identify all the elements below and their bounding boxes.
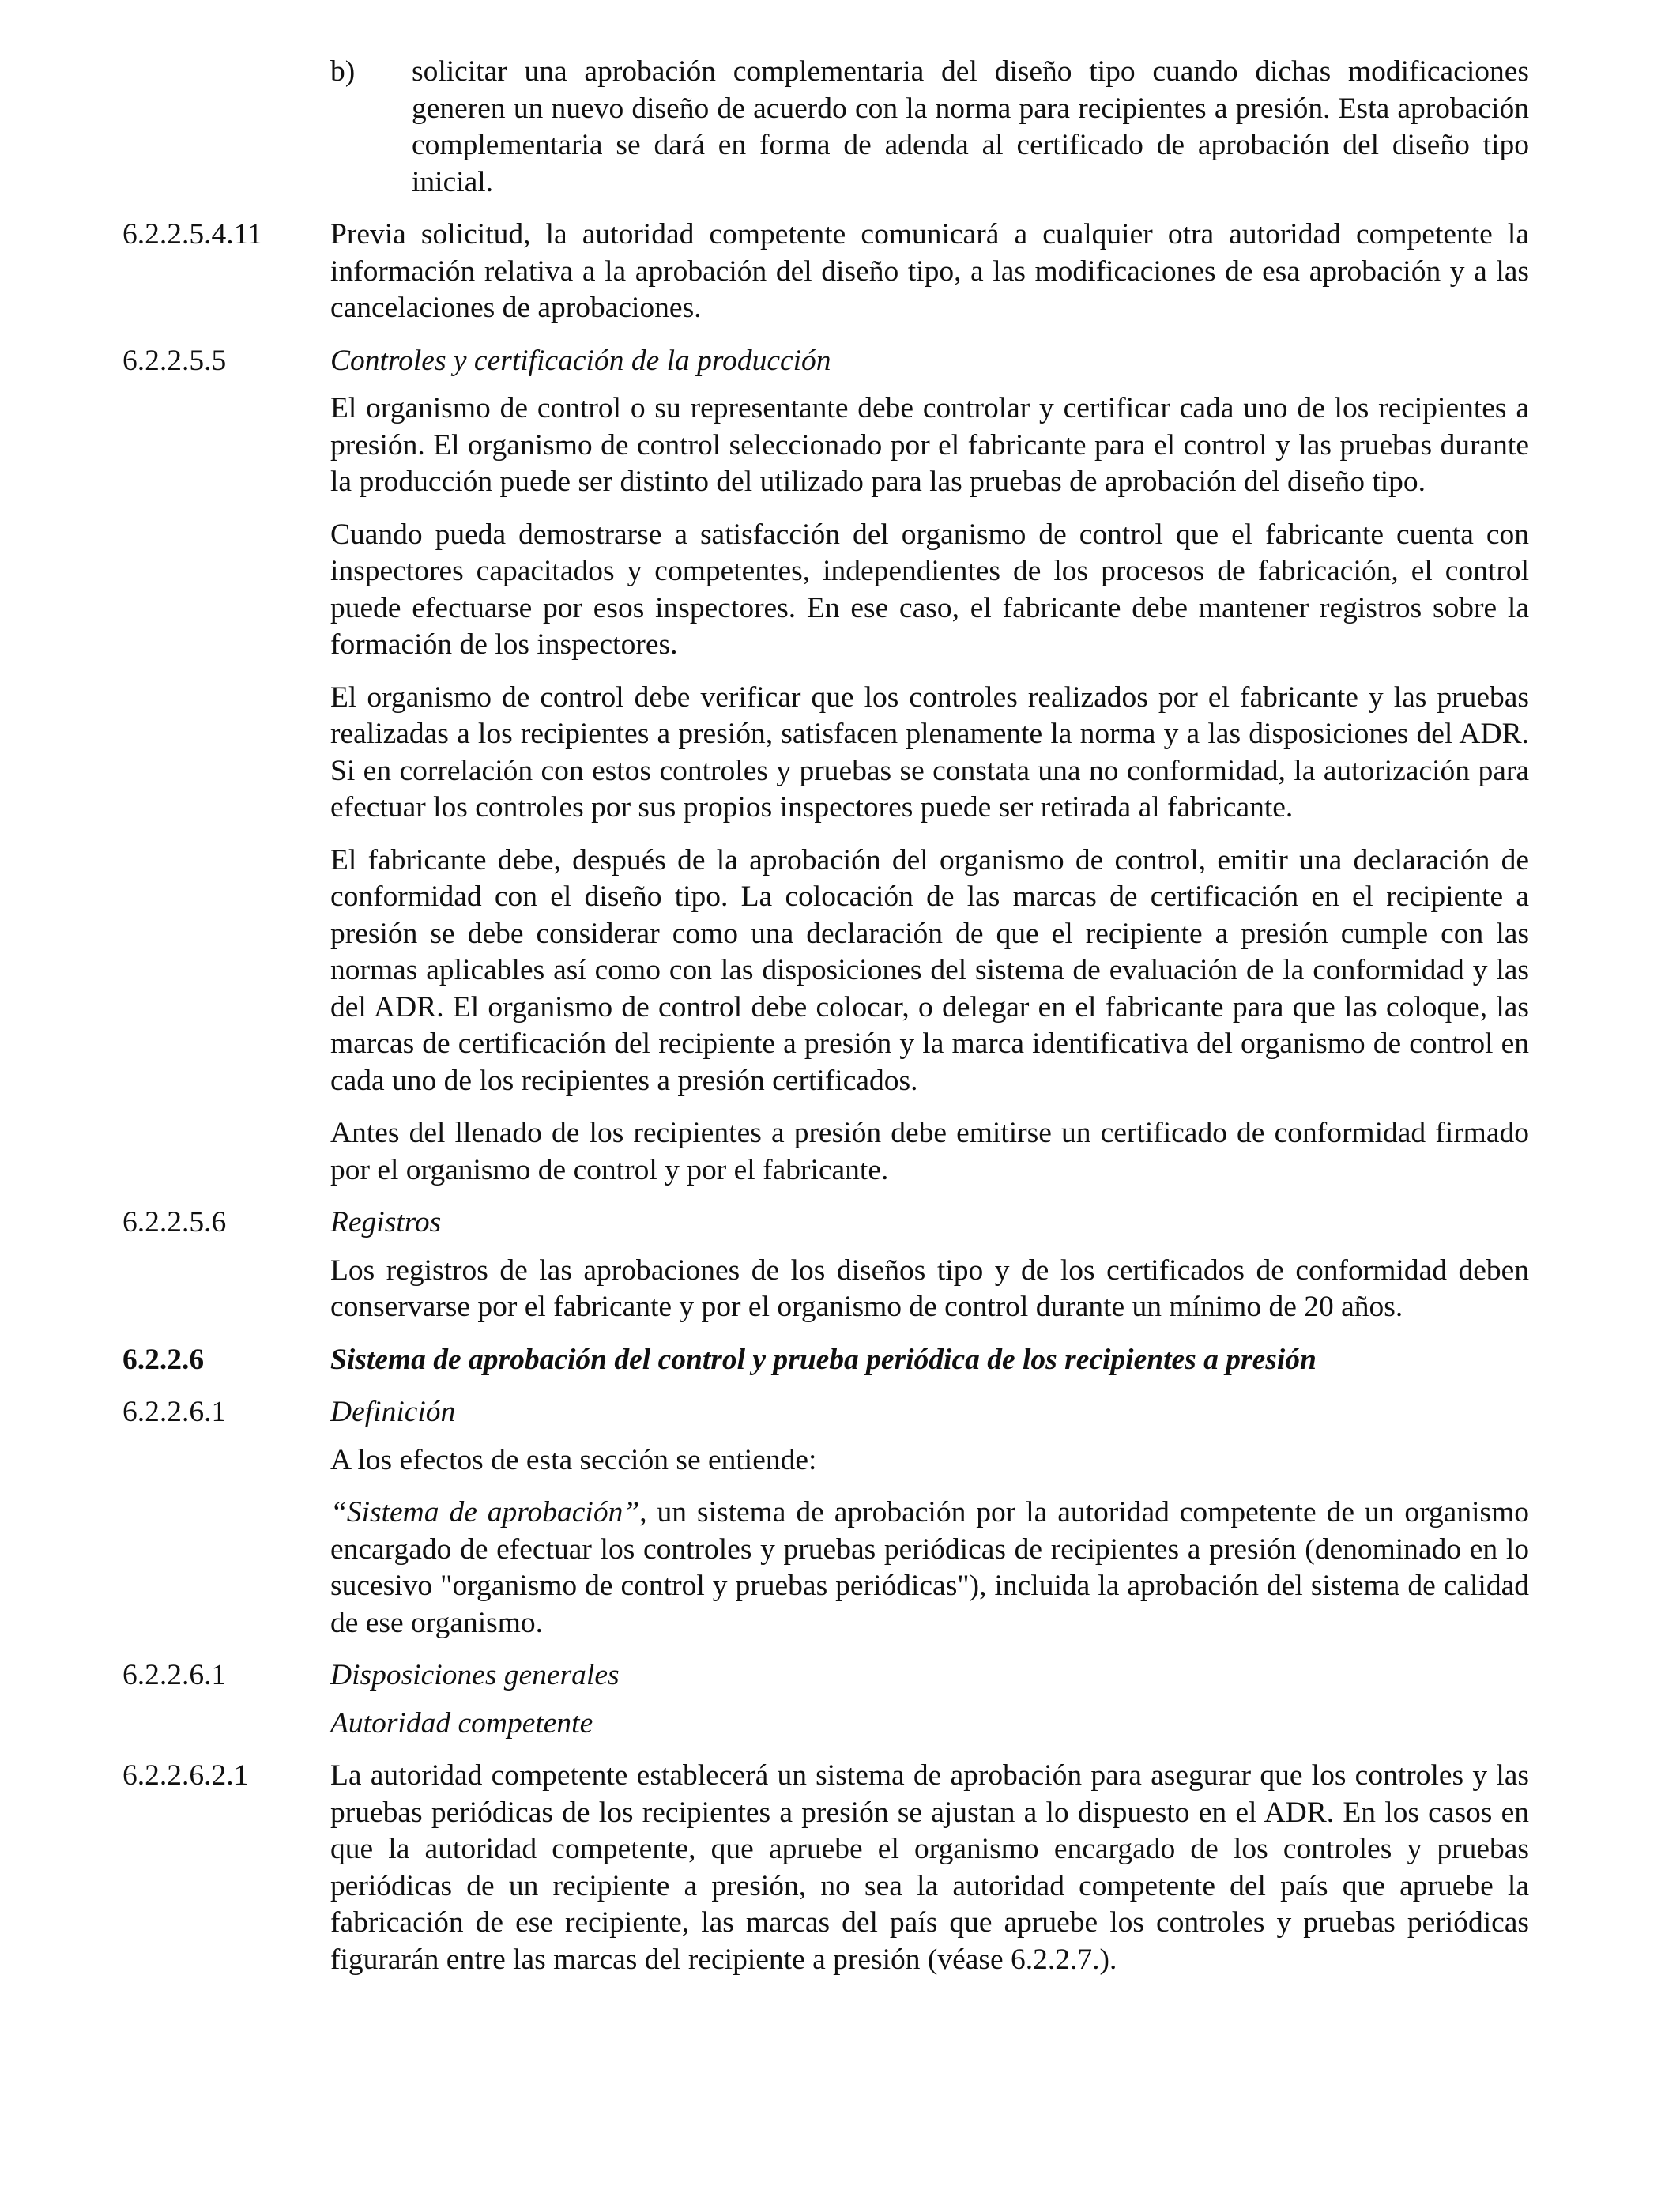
paragraph: El organismo de control debe verificar que los controles realizados por el fabricante y las pruebas realizadas a los recipientes a presión, satisfacen plenamente la norma y a las disposiciones del ADR. Si en correlación con estos controles y pruebas se constata una no conformidad, la autorización para efectuar los controles por sus propios inspectores puede ser retirada al fabricante. [330,680,1529,824]
section-6-2-2-5-5 [122,343,1529,380]
section-number: 6.2.2.6.1 [122,1659,227,1691]
list-item-label: b) [330,55,356,88]
section-number: 6.2.2.5.5 [122,344,227,377]
section-number: 6.2.2.6 [122,1343,205,1376]
definition-term: “Sistema de aprobación” [330,1496,640,1529]
section-number: 6.2.2.5.4.11 [122,218,262,251]
paragraph: Antes del llenado de los recipientes a presión debe emitirse un certificado de conformidad firmado por el organismo de control y por el fabricante. [330,1117,1529,1186]
paragraph: El organismo de control o su representante debe controlar y certificar cada uno de los recipientes a presión. El organismo de control seleccionado por el fabricante para el control y las pruebas durante la producción puede ser distinto del utilizado para las pruebas de aprobación del diseño tipo. [330,392,1529,498]
section-6-2-2-6-1-definicion [122,1394,1529,1431]
section-6-2-2-6-1-disposiciones [122,1657,1529,1695]
definition-text: , un sistema de aprobación por la autoridad competente de un organismo encargado de efectuar los controles y pruebas periódicas de recipientes a presión (denominado en lo sucesivo "organismo de control y pruebas periódicas"), incluida la aprobación del sistema de calidad de ese organismo. [330,1496,1530,1639]
section-text: Previa solicitud, la autoridad competente comunicará a cualquier otra autoridad competente la información relativa a la aprobación del diseño tipo, a las modificaciones de esa aprobación y a las cancelaciones de aprobaciones. [330,218,1529,324]
paragraph: Cuando pueda demostrarse a satisfacción del organismo de control que el fabricante cuenta con inspectores capacitados y competentes, independientes de los procesos de fabricación, el control puede efectuarse por esos inspectores. En ese caso, el fabricante debe mantener registros sobre la formación de los inspectores. [330,518,1529,661]
section-number: 6.2.2.6.1 [122,1396,227,1428]
section-6-2-2-5-6 [122,1204,1529,1242]
list-item-text: solicitar una aprobación complementaria del diseño tipo cuando dichas modificaciones generen un nuevo diseño de acuerdo con la norma para recipientes a presión. Esta aprobación complementaria se dará en forma de adenda al certificado de aprobación del diseño tipo inicial. [412,55,1529,198]
section-heading: Registros [330,1206,442,1238]
section-6-2-2-5-4-11 [122,217,1529,327]
definition-paragraph [330,1495,1529,1642]
section-6-2-2-6 [122,1342,1529,1379]
list-item-b [330,54,1529,201]
paragraph: A los efectos de esta sección se entiende: [330,1443,817,1476]
section-number: 6.2.2.6.2.1 [122,1759,249,1792]
section-text: La autoridad competente establecerá un sistema de aprobación para asegurar que los controles y las pruebas periódicas de los recipientes a presión se ajustan a lo dispuesto en el ADR. En los casos en que la autoridad competente, que apruebe el organismo encargado de los controles y pruebas periódicas de un recipiente a presión, no sea la autoridad competente del país que apruebe la fabricación de ese recipiente, las marcas del país que apruebe los controles y pruebas periódicas figurarán entre las marcas del recipiente a presión (véase 6.2.2.7.). [330,1759,1529,1976]
subheading: Autoridad competente [330,1706,593,1740]
section-6-2-2-6-2-1 [122,1758,1529,1978]
paragraph: Los registros de las aprobaciones de los diseños tipo y de los certificados de conformidad deben conservarse por el fabricante y por el organismo de control durante un mínimo de 20 años. [330,1253,1529,1323]
section-number: 6.2.2.5.6 [122,1206,227,1238]
section-heading: Definición [330,1396,456,1428]
paragraph: El fabricante debe, después de la aprobación del organismo de control, emitir una declaración de conformidad con el diseño tipo. La colocación de las marcas de certificación en el recipiente a presión se debe considerar como una declaración de que el recipiente a presión cumple con las normas aplicables así como con las disposiciones del sistema de evaluación de la conformidad y las del ADR. El organismo de control debe colocar, o delegar en el fabricante para que las coloque, las marcas de certificación del recipiente a presión y la marca identificativa del organismo de control en cada uno de los recipientes a presión certificados. [330,843,1529,1097]
section-heading: Sistema de aprobación del control y prueba periódica de los recipientes a presión [330,1343,1317,1376]
document-page [122,54,1529,1978]
section-heading: Controles y certificación de la producción [330,344,831,377]
section-heading: Disposiciones generales [330,1659,620,1691]
